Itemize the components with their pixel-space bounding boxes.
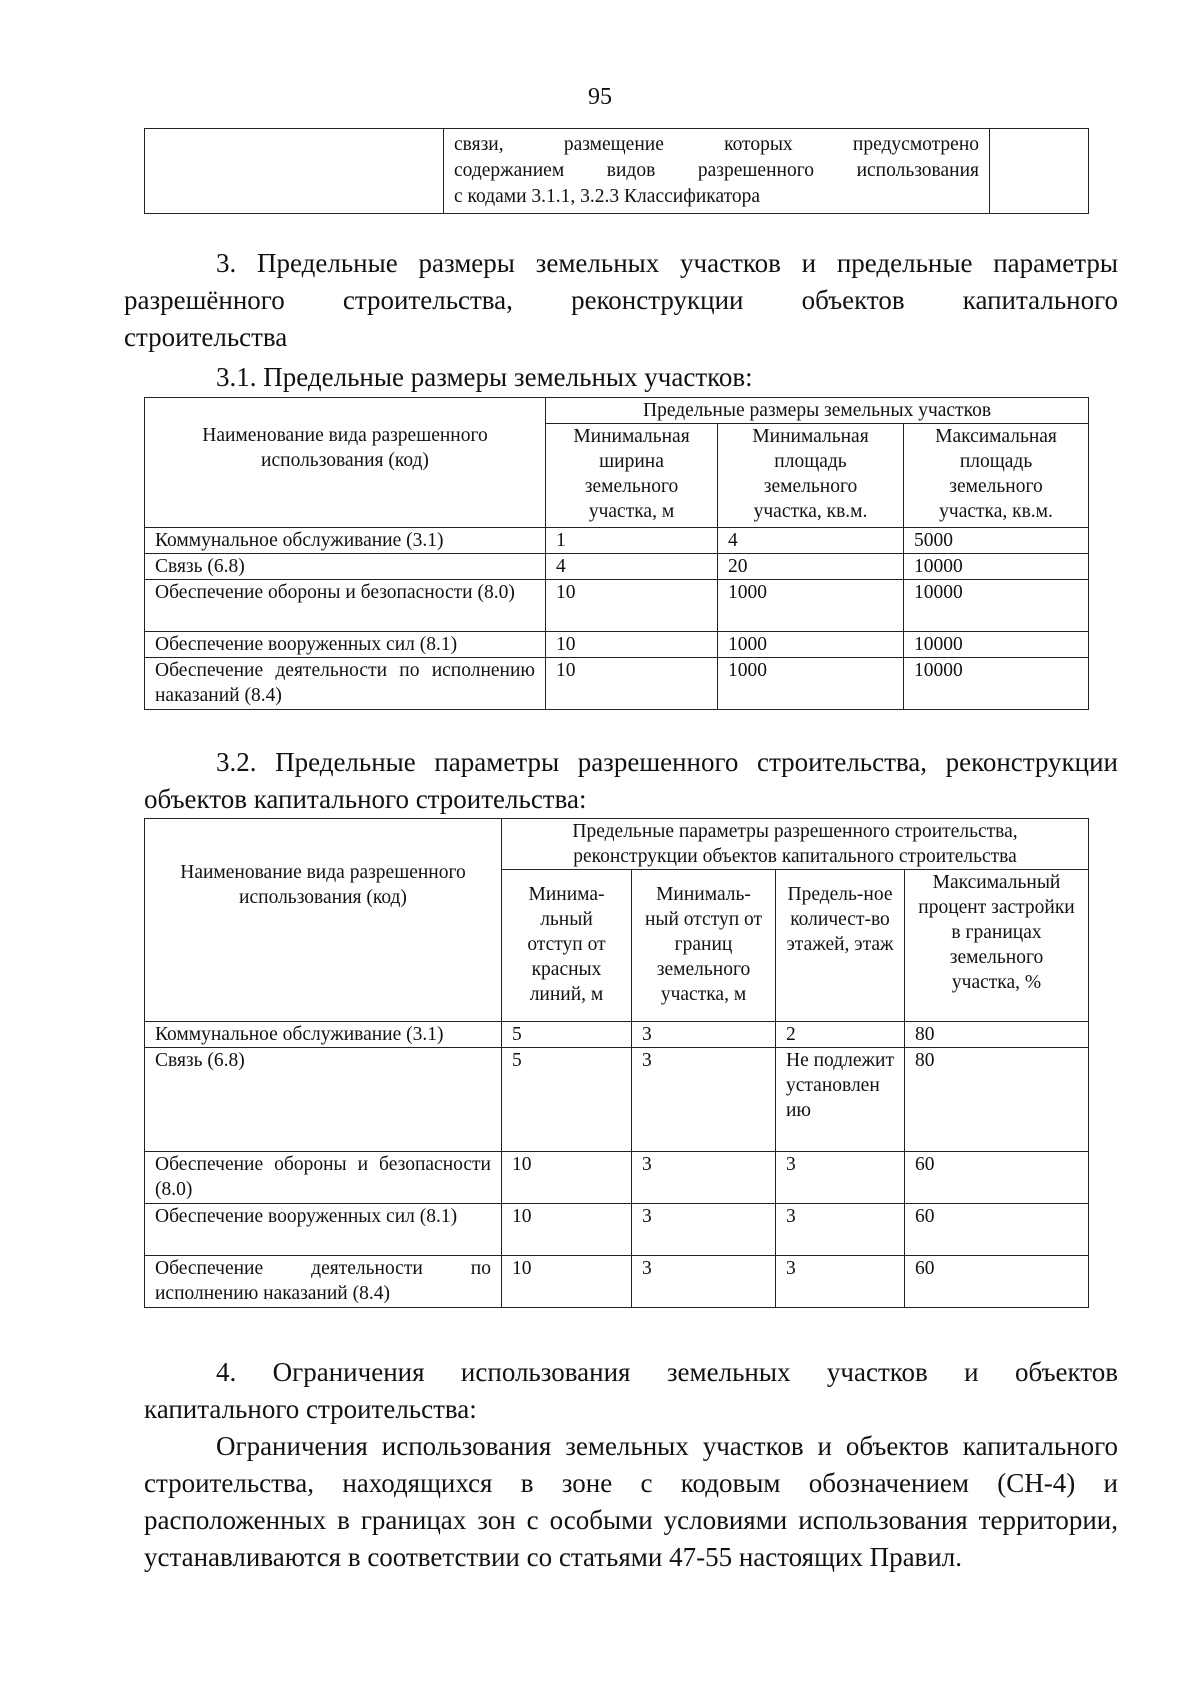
table2-cell: Не подлежит установлен ию bbox=[776, 1048, 905, 1152]
table2-cell: 3 bbox=[632, 1152, 776, 1204]
heading-line: 3. Предельные размеры земельных участков и предельные параметры bbox=[216, 248, 1118, 278]
heading-line: строительства bbox=[124, 322, 288, 352]
table1-cell: 4 bbox=[546, 554, 718, 580]
table1-cell: 20 bbox=[718, 554, 904, 580]
continuation-table bbox=[144, 128, 1089, 214]
section-4-body bbox=[144, 1428, 1118, 1576]
table2-cell: 3 bbox=[632, 1048, 776, 1152]
table1-cell: 4 bbox=[718, 528, 904, 554]
table2-cell: 5 bbox=[502, 1022, 632, 1048]
table2-cell: 3 bbox=[632, 1204, 776, 1256]
table2-row-name: Связь (6.8) bbox=[145, 1048, 502, 1152]
table1-row-name: Обеспечение вооруженных сил (8.1) bbox=[145, 632, 546, 658]
table1-cell: 10000 bbox=[904, 632, 1089, 658]
section-4-heading bbox=[144, 1354, 1118, 1428]
heading-line: 3.2. Предельные параметры разрешенного строительства, реконструкции bbox=[216, 747, 1118, 777]
heading-line: капитального строительства: bbox=[144, 1394, 477, 1424]
table1-name-header: Наименование вида разрешенного использования (код) bbox=[145, 398, 546, 528]
heading-line: 4. Ограничения использования земельных участков и объектов bbox=[216, 1357, 1118, 1387]
table1-cell: 10000 bbox=[904, 580, 1089, 632]
table2-col-header: Минималь-ный отступ от границ земельного участка, м bbox=[632, 870, 776, 1022]
cont-empty-cell bbox=[145, 129, 444, 214]
table1-cell: 1000 bbox=[718, 580, 904, 632]
body-line: Ограничения использования земельных участков и объектов капитального bbox=[216, 1431, 1118, 1461]
table1-row-name: Связь (6.8) bbox=[145, 554, 546, 580]
table2-col-header: Предель-ное количест-во этажей, этаж bbox=[776, 870, 905, 1022]
table1-cell: 1 bbox=[546, 528, 718, 554]
table2-cell: 5 bbox=[502, 1048, 632, 1152]
section-3-heading bbox=[124, 245, 1118, 356]
table1-cell: 10000 bbox=[904, 554, 1089, 580]
table1-col-header: Минимальная ширина земельного участка, м bbox=[546, 424, 718, 528]
table2-cell: 80 bbox=[905, 1048, 1089, 1152]
table1-cell: 5000 bbox=[904, 528, 1089, 554]
table2-row-name: Обеспечение деятельности по исполнению наказаний (8.4) bbox=[145, 1256, 502, 1308]
page-number: 95 bbox=[588, 84, 612, 110]
table2-col-header: Минима-льный отступ от красных линий, м bbox=[502, 870, 632, 1022]
table1-cell: 1000 bbox=[718, 632, 904, 658]
table2-col-header: Максимальный процент застройки в границах земельного участка, % bbox=[905, 870, 1089, 1022]
table1-cell: 10 bbox=[546, 632, 718, 658]
table2-cell: 3 bbox=[776, 1204, 905, 1256]
table1-col-header: Максимальная площадь земельного участка, кв.м. bbox=[904, 424, 1089, 528]
table2-cell: 2 bbox=[776, 1022, 905, 1048]
table2-cell: 10 bbox=[502, 1152, 632, 1204]
heading-line: разрешённого строительства, реконструкции объектов капитального bbox=[124, 285, 1118, 315]
heading-line: объектов капитального строительства: bbox=[144, 784, 587, 814]
body-line: строительства, находящихся в зоне с кодовым обозначением (СН-4) и bbox=[144, 1468, 1118, 1498]
table2-row-name: Коммунальное обслуживание (3.1) bbox=[145, 1022, 502, 1048]
table2-cell: 60 bbox=[905, 1152, 1089, 1204]
construction-params-table bbox=[144, 818, 1089, 1308]
table2-cell: 10 bbox=[502, 1204, 632, 1256]
table1-row-name: Обеспечение деятельности по исполнению наказаний (8.4) bbox=[145, 658, 546, 710]
cont-text-cell bbox=[444, 129, 990, 214]
plot-sizes-table bbox=[144, 397, 1089, 710]
table2-cell: 60 bbox=[905, 1204, 1089, 1256]
table2-group-header: Предельные параметры разрешенного строительства, реконструкции объектов капитального строительства bbox=[502, 819, 1089, 870]
cont-line: с кодами 3.1.1, 3.2.3 Классификатора bbox=[454, 186, 761, 207]
table2-cell: 3 bbox=[632, 1256, 776, 1308]
subsection-3-1-heading: 3.1. Предельные размеры земельных участков: bbox=[216, 362, 753, 392]
table1-row-name: Коммунальное обслуживание (3.1) bbox=[145, 528, 546, 554]
table1-cell: 10 bbox=[546, 658, 718, 710]
table2-row-name: Обеспечение вооруженных сил (8.1) bbox=[145, 1204, 502, 1256]
body-line: расположенных в границах зон с особыми условиями использования территории, bbox=[144, 1505, 1118, 1535]
body-line: устанавливаются в соответствии со статьями 47-55 настоящих Правил. bbox=[144, 1542, 962, 1572]
table1-group-header: Предельные размеры земельных участков bbox=[546, 398, 1089, 424]
table2-cell: 60 bbox=[905, 1256, 1089, 1308]
cont-line: связи, размещение которых предусмотрено bbox=[454, 134, 979, 155]
cont-line: содержанием видов разрешенного использования bbox=[454, 160, 979, 181]
table1-cell: 10000 bbox=[904, 658, 1089, 710]
table2-cell: 10 bbox=[502, 1256, 632, 1308]
table2-row-name: Обеспечение обороны и безопасности (8.0) bbox=[145, 1152, 502, 1204]
table1-row-name: Обеспечение обороны и безопасности (8.0) bbox=[145, 580, 546, 632]
table2-cell: 3 bbox=[632, 1022, 776, 1048]
table1-cell: 1000 bbox=[718, 658, 904, 710]
cont-empty-cell bbox=[990, 129, 1089, 214]
table2-name-header: Наименование вида разрешенного использования (код) bbox=[145, 819, 502, 1022]
table1-col-header: Минимальная площадь земельного участка, кв.м. bbox=[718, 424, 904, 528]
table2-cell: 3 bbox=[776, 1152, 905, 1204]
table2-cell: 3 bbox=[776, 1256, 905, 1308]
table1-cell: 10 bbox=[546, 580, 718, 632]
subsection-3-2-heading bbox=[144, 744, 1118, 818]
table2-cell: 80 bbox=[905, 1022, 1089, 1048]
